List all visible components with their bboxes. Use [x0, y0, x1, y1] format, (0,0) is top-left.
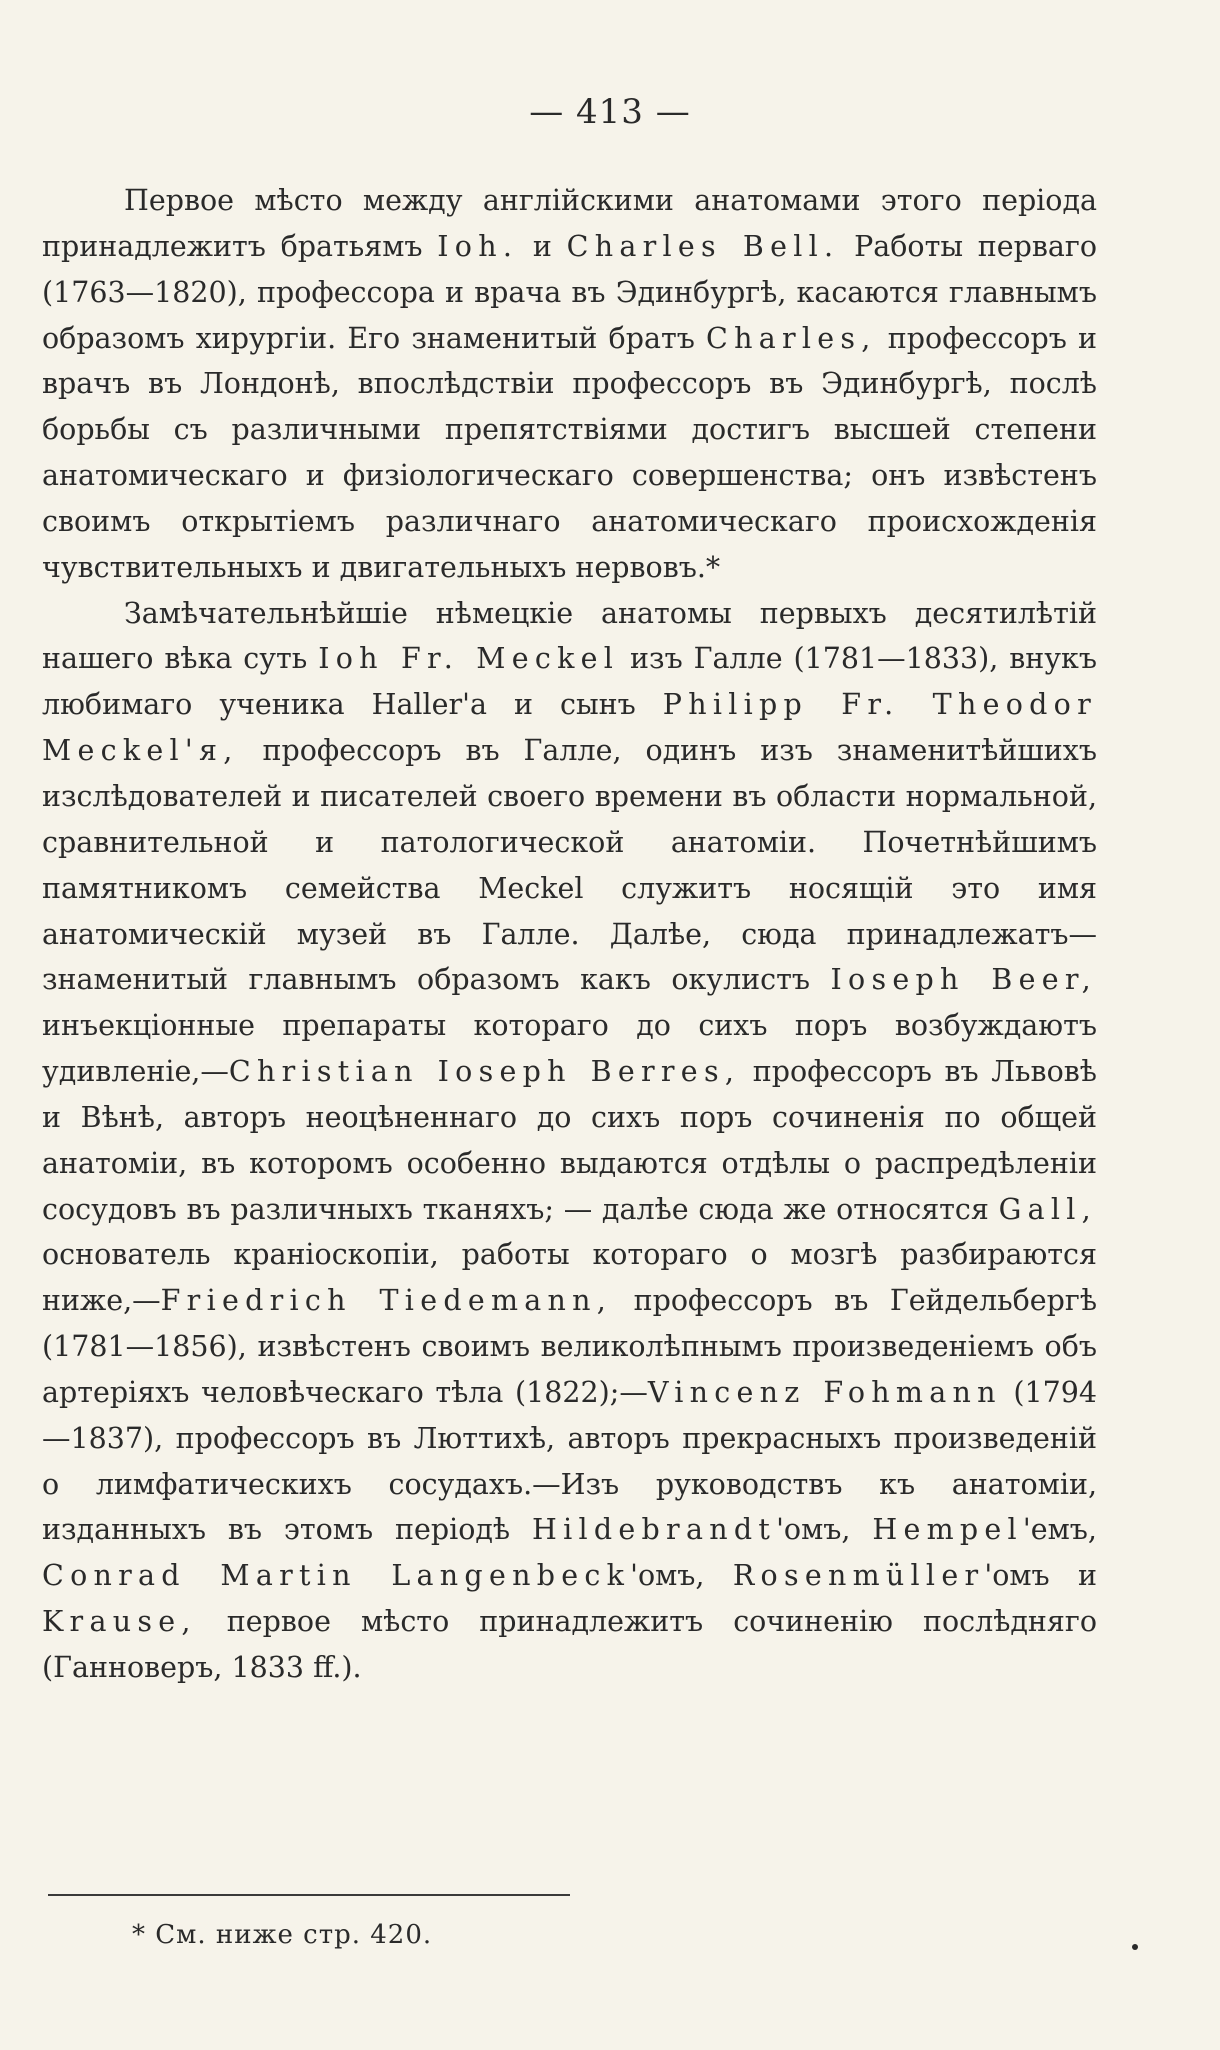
spaced-name-philipp-meckel: Philipp Fr. Theodor Meckel'я,: [42, 688, 1097, 768]
spaced-name-meckel: Ioh Fr. Meckel: [318, 642, 620, 676]
text-run: основатель краніоскопіи, работы котораго о мозгѣ разбираются ниже,—: [42, 1238, 1097, 1318]
text-run: инъекціонные препараты котораго до сихъ поръ возбуждаютъ удивленіе,—: [42, 1009, 1097, 1089]
text-run: Первое мѣсто между англійскими анатомами этого періода принадлежитъ братьямъ: [42, 184, 1097, 263]
spaced-name-ioh: Ioh.: [437, 229, 519, 263]
spaced-name-tiedemann: Friedrich Tiedemann,: [160, 1284, 613, 1318]
text-run: профессоръ въ Львовѣ и Вѣнѣ, авторъ неоцѣненнаго до сихъ поръ сочиненія по общей анатоміи, въ которомъ особенно выдаются отдѣлы о распредѣленіи сосудовъ въ различныхъ тканяхъ; — далѣе сюда же относятся: [42, 1055, 1097, 1226]
spaced-name-beer: Ioseph Beer,: [830, 963, 1097, 997]
text-run: 'омъ,: [776, 1513, 873, 1547]
spaced-name-charles-bell: Charles Bell.: [566, 229, 840, 263]
text-run: изъ Галле (1781—1833), внукъ любимаго ученика Haller'а и сынъ: [42, 642, 1097, 722]
text-run: профессоръ и врачъ въ Лондонѣ, впослѣдствіи профессоръ въ Эдинбургѣ, послѣ борьбы съ различными препятствіями достигъ высшей степени анатомическаго и физіологическаго совершенства; онъ извѣстенъ своимъ открытіемъ различнаго анатомическаго происхожденія чувствительныхъ и двигательныхъ нервовъ.*: [42, 321, 1097, 584]
text-run: (1794—1837), профессоръ въ Люттихѣ, авторъ прекрасныхъ произведеній о лимфатическихъ сосудахъ.—Изъ руководствъ къ анатоміи, изданныхъ въ этомъ періодѣ: [42, 1375, 1097, 1547]
text-run: 'емъ,: [1022, 1513, 1097, 1547]
text-run: первое мѣсто принадлежитъ сочиненію послѣдняго (Ганноверъ, 1833 ff.).: [42, 1605, 1097, 1684]
spaced-name-krause: Krause,: [42, 1605, 197, 1639]
page-number: — 413 —: [529, 92, 691, 132]
text-run: и: [518, 229, 567, 263]
text-run: Работы перваго (1763—1820), профессора и врача въ Эдинбургѣ, касаются главнымъ образомъ хирургіи. Его знаменитый братъ: [42, 229, 1097, 355]
body-text: [42, 178, 1097, 1691]
spaced-name-hempel: Hempel: [872, 1513, 1023, 1547]
spaced-name-fohmann: Vincenz Fohmann: [647, 1375, 1002, 1409]
spaced-name-hildebrandt: Hildebrandt: [532, 1513, 777, 1547]
text-run: Замѣчательнѣйшіе нѣмецкіе анатомы первыхъ десятилѣтій нашего вѣка суть: [42, 596, 1097, 676]
footnote: * См. ниже стр. 420.: [132, 1920, 433, 1950]
text-run: профессоръ въ Галле, одинъ изъ знаменитѣйшихъ изслѣдователей и писателей своего времени въ области нормальной, сравнительной и патологической анатоміи. Почетнѣйшимъ памятникомъ семейства Meckel служитъ носящій это имя анатомическій музей въ Галле. Далѣе, сюда принадлежатъ—знаменитый главнымъ образомъ какъ окулистъ: [42, 734, 1097, 997]
paragraph-1: [42, 178, 1097, 591]
spaced-name-langenbeck: Conrad Martin Langenbeck: [42, 1559, 631, 1593]
paragraph-2: [42, 591, 1097, 1691]
spaced-name-gall: Gall,: [998, 1192, 1097, 1226]
spaced-name-berres: Christian Ioseph Berres,: [228, 1055, 741, 1089]
text-run: 'омъ,: [630, 1559, 733, 1593]
footnote-rule: [48, 1894, 570, 1896]
text-run: профессоръ въ Гейдельбергѣ (1781—1856), извѣстенъ своимъ великолѣпнымъ произведеніемъ объ артеріяхъ человѣческаго тѣла (1822);—: [42, 1284, 1097, 1409]
text-run: 'омъ и: [984, 1559, 1097, 1593]
ink-speck: [1132, 1944, 1138, 1950]
spaced-name-rosenmuller: Rosenmüller: [732, 1559, 985, 1593]
spaced-name-charles: Charles,: [706, 321, 877, 355]
